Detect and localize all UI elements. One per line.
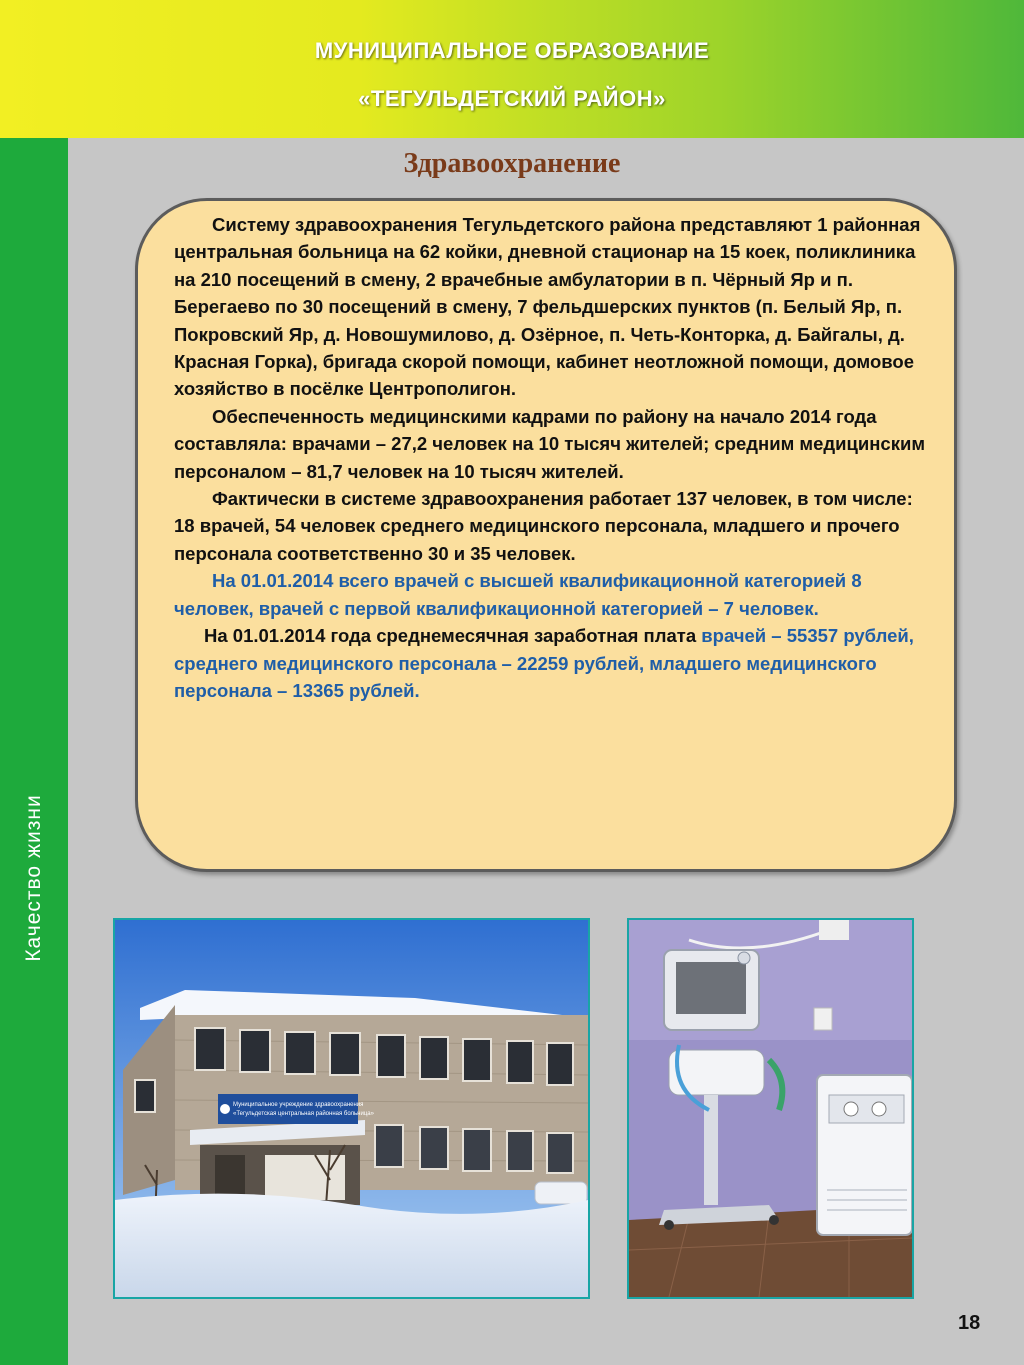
header-title-line2: «ТЕГУЛЬДЕТСКИЙ РАЙОН»: [358, 86, 666, 111]
sign-line1: Муниципальное учреждение здравоохранения: [233, 1102, 364, 1108]
paragraph-staffing: Обеспеченность медицинскими кадрами по району на начало 2014 года составляла: врачами – 27,2 человек на 10 тысяч жителей; средним медицинским персоналом – 81,7 человек на 10 тысяч жителей.: [174, 405, 926, 482]
sidebar: [0, 138, 68, 1365]
hospital-building-photo: [113, 918, 590, 1299]
salary-intro: На 01.01.2014 года среднемесячная заработная плата: [204, 625, 702, 647]
paragraph-facilities: Систему здравоохранения Тегульдетского района представляют 1 районная центральная больница на 62 койки, дневной стационар на 15 коек, поликлиника на 210 посещений в смену, 2 врачебные амбулатории в п. Чёрный Яр и п. Берегаево по 30 посещений в смену, 7 фельдшерских пунктов (п. Белый Яр, п. Покровский Яр, д. Новошумилово, д. Озёрное, п. Четь-Конторка, д. Байгалы, д. Красная Горка), бригада скорой помощи, кабинет неотложной помощи, домовое хозяйство в посёлке Центрополигон.: [174, 214, 921, 400]
salary-values: врачей – 55357 рублей, среднего медицинского персонала – 22259 рублей, младшего медицинского персонала – 13365 рублей.: [174, 625, 914, 701]
text-box: [135, 198, 957, 872]
header-banner: [0, 0, 1024, 138]
paragraph-salary: [174, 622, 934, 704]
sign-line2: «Тегульдетская центральная районная больница»: [233, 1111, 374, 1117]
paragraph-employees: Фактически в системе здравоохранения работает 137 человек, в том числе: 18 врачей, 54 человек среднего медицинского персонала, младшего и прочего персонала соответственно 30 и 35 человек.: [174, 488, 913, 564]
header-title-line1: МУНИЦИПАЛЬНОЕ ОБРАЗОВАНИЕ: [314, 38, 710, 63]
paragraph-qualification: На 01.01.2014 всего врачей с высшей квалификационной категорией 8 человек, врачей с первой квалификационной категорией – 7 человек.: [174, 570, 862, 619]
sidebar-label: Качество жизни: [22, 794, 45, 962]
medical-equipment-photo: [627, 918, 914, 1299]
section-title: Здравоохранение: [403, 148, 621, 179]
page-number: 18: [958, 1312, 981, 1334]
